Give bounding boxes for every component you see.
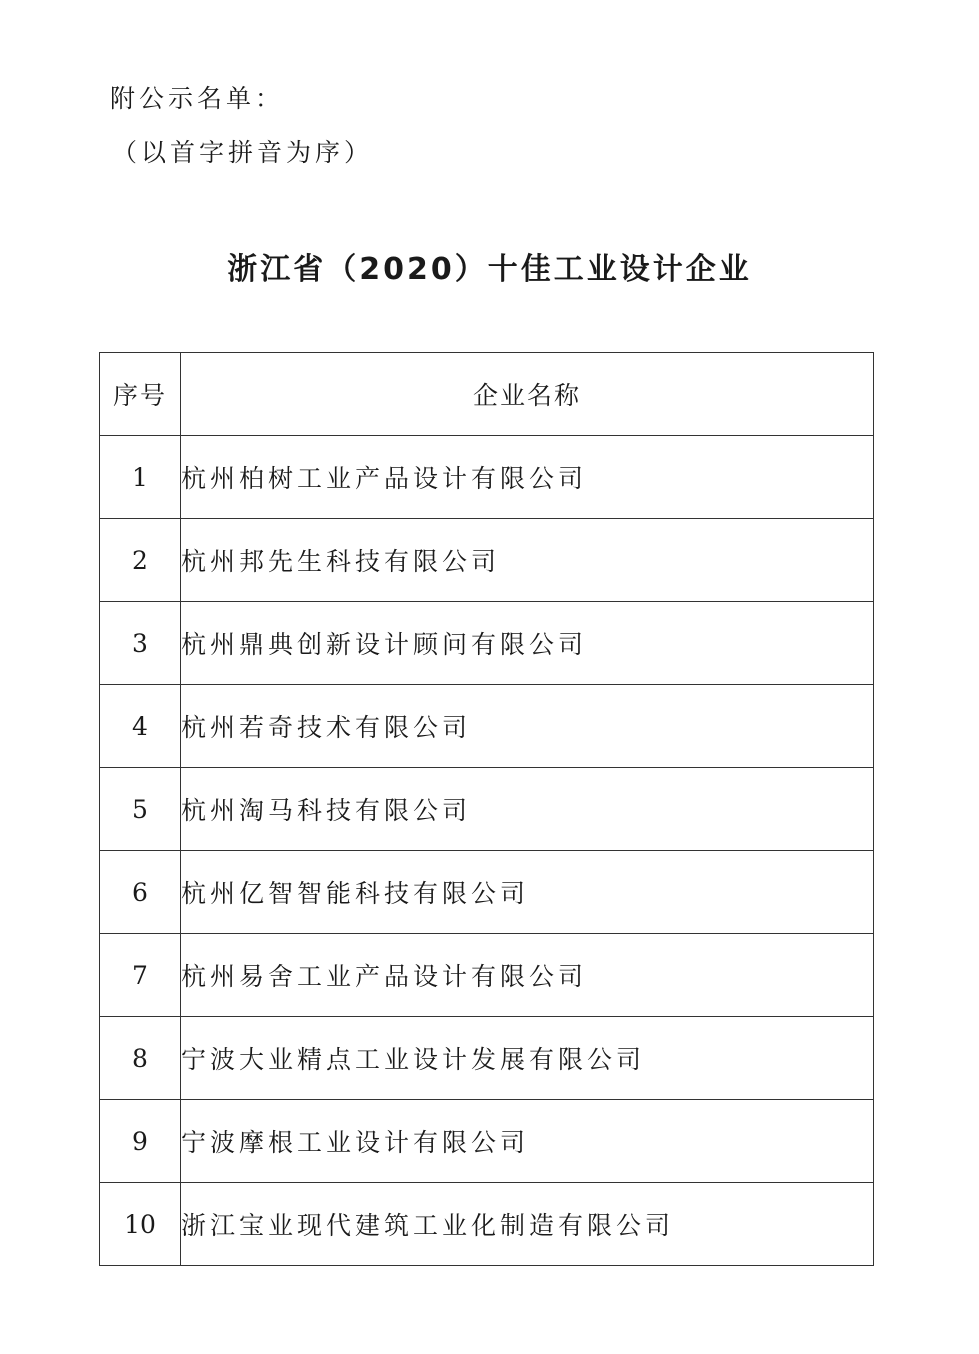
table-row bbox=[100, 1017, 874, 1100]
ordering-note: （以首字拼音为序） bbox=[112, 138, 374, 167]
table-row bbox=[100, 519, 874, 602]
row-company-name: 浙江宝业现代建筑工业化制造有限公司 bbox=[181, 1183, 874, 1266]
row-seq: 10 bbox=[100, 1183, 181, 1266]
row-company-name: 杭州柏树工业产品设计有限公司 bbox=[181, 436, 874, 519]
row-seq: 8 bbox=[100, 1017, 181, 1100]
row-company-name: 杭州鼎典创新设计顾问有限公司 bbox=[181, 602, 874, 685]
row-seq: 4 bbox=[100, 685, 181, 768]
row-seq: 1 bbox=[100, 436, 181, 519]
table-row bbox=[100, 1183, 874, 1266]
row-seq: 9 bbox=[100, 1100, 181, 1183]
header-company-name: 企业名称 bbox=[181, 353, 874, 436]
row-seq: 6 bbox=[100, 851, 181, 934]
attachment-note: 附公示名单： bbox=[110, 84, 285, 113]
row-company-name: 杭州易舍工业产品设计有限公司 bbox=[181, 934, 874, 1017]
row-company-name: 宁波大业精点工业设计发展有限公司 bbox=[181, 1017, 874, 1100]
header-seq: 序号 bbox=[100, 353, 181, 436]
row-company-name: 宁波摩根工业设计有限公司 bbox=[181, 1100, 874, 1183]
table-row bbox=[100, 685, 874, 768]
table-row bbox=[100, 436, 874, 519]
table-header-row bbox=[100, 353, 874, 436]
table-row bbox=[100, 934, 874, 1017]
row-seq: 2 bbox=[100, 519, 181, 602]
row-company-name: 杭州亿智智能科技有限公司 bbox=[181, 851, 874, 934]
table-row bbox=[100, 1100, 874, 1183]
document-title: 浙江省（2020）十佳工业设计企业 bbox=[227, 252, 752, 287]
table-row bbox=[100, 768, 874, 851]
row-company-name: 杭州邦先生科技有限公司 bbox=[181, 519, 874, 602]
row-seq: 5 bbox=[100, 768, 181, 851]
row-company-name: 杭州淘马科技有限公司 bbox=[181, 768, 874, 851]
row-company-name: 杭州若奇技术有限公司 bbox=[181, 685, 874, 768]
row-seq: 3 bbox=[100, 602, 181, 685]
table-row bbox=[100, 602, 874, 685]
table-row bbox=[100, 851, 874, 934]
row-seq: 7 bbox=[100, 934, 181, 1017]
company-table bbox=[99, 352, 874, 1266]
